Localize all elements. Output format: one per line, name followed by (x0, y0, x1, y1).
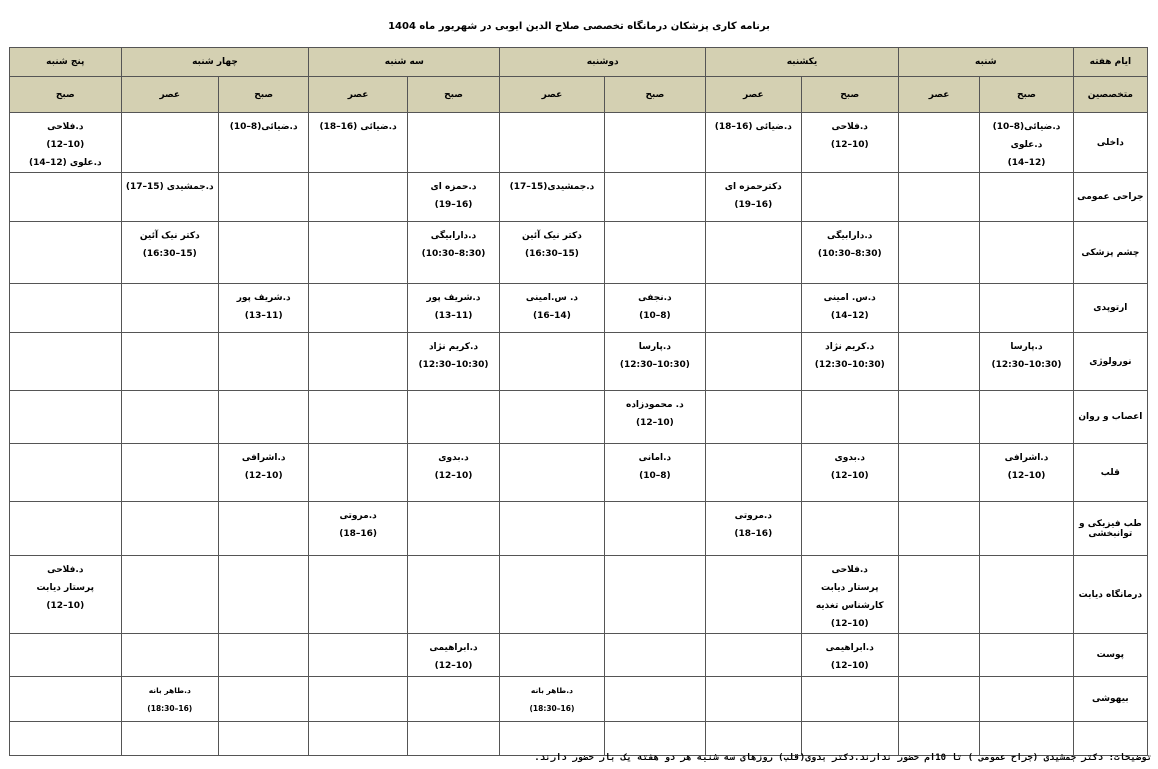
day-header: یکشنبه (706, 48, 899, 77)
table-row (10, 677, 1148, 722)
specialty-label: پوست (1073, 634, 1147, 677)
schedule-cell (898, 556, 979, 634)
specialty-label (1073, 722, 1147, 756)
shift-evening: عصر (898, 77, 979, 113)
schedule-cell: دکترحمزه ای (16–19) (706, 173, 801, 222)
schedule-cell (980, 391, 1073, 444)
schedule-cell (898, 677, 979, 722)
schedule-cell (407, 502, 499, 556)
schedule-cell: د.جمشیدی (15–17) (121, 173, 218, 222)
schedule-cell: د.ابراهیمی (10–12) (801, 634, 898, 677)
table-row (10, 113, 1148, 173)
schedule-cell (309, 391, 407, 444)
days-label: ایام هفته (1073, 48, 1147, 77)
schedule-cell (980, 722, 1073, 756)
schedule-cell (10, 391, 122, 444)
schedule-cell (980, 284, 1073, 333)
schedule-cell: د.فلاحی پرستار دیابت کارشناس تغذیه (10–12) (801, 556, 898, 634)
schedule-cell (500, 634, 604, 677)
schedule-cell (500, 333, 604, 391)
schedule-cell: د.شریف پور (11–13) (218, 284, 308, 333)
schedule-cell: د.امانی (8–10) (604, 444, 705, 502)
schedule-cell (10, 222, 122, 284)
schedule-cell: د.ابراهیمی (10–12) (407, 634, 499, 677)
schedule-cell (801, 677, 898, 722)
schedule-cell (500, 556, 604, 634)
schedule-cell (121, 444, 218, 502)
schedule-cell (218, 677, 308, 722)
schedule-cell (604, 677, 705, 722)
schedule-cell (706, 391, 801, 444)
schedule-cell: دکتر نیک آئین (15–16:30) (121, 222, 218, 284)
schedule-cell (500, 722, 604, 756)
shift-evening: عصر (309, 77, 407, 113)
schedule-cell (898, 284, 979, 333)
schedule-cell (10, 284, 122, 333)
schedule-cell: د.طاهر بانه (16–18:30) (500, 677, 604, 722)
footnote: توضیحات: دکتر جمشیدی (جراح عمومی ) تا 10ام حضور ندارند.دکتر بدوی(قلب) روزهای سه شنبه هر دو هفته یک بار حضور دارند. (534, 753, 1152, 763)
schedule-cell (309, 556, 407, 634)
schedule-cell (604, 556, 705, 634)
schedule-cell: د.نجفی (8–10) (604, 284, 705, 333)
schedule-cell: د.فلاحی (10–12) (801, 113, 898, 173)
schedule-cell: د.دارابیگی (8:30–10:30) (407, 222, 499, 284)
schedule-cell (898, 444, 979, 502)
shift-morning: صبح (10, 77, 122, 113)
schedule-cell (706, 333, 801, 391)
schedule-cell (980, 173, 1073, 222)
schedule-cell: د. محمودزاده (10–12) (604, 391, 705, 444)
shift-morning: صبح (801, 77, 898, 113)
specialty-label: جراحی عمومی (1073, 173, 1147, 222)
schedule-cell (10, 677, 122, 722)
schedule-cell: د.فلاحی پرستار دیابت (10–12) (10, 556, 122, 634)
schedule-cell (898, 502, 979, 556)
shift-morning: صبح (604, 77, 705, 113)
schedule-cell: د.ضیائی(8–10) (218, 113, 308, 173)
schedule-cell (801, 391, 898, 444)
schedule-cell (10, 634, 122, 677)
schedule-cell (218, 634, 308, 677)
table-row (10, 391, 1148, 444)
schedule-cell (706, 444, 801, 502)
shift-morning: صبح (407, 77, 499, 113)
schedule-cell (309, 333, 407, 391)
schedule-cell (407, 113, 499, 173)
schedule-cell (604, 113, 705, 173)
specialists-label: متخصصین (1073, 77, 1147, 113)
table-row (10, 173, 1148, 222)
schedule-cell (980, 556, 1073, 634)
schedule-cell (218, 222, 308, 284)
schedule-cell (309, 173, 407, 222)
specialty-label: قلب (1073, 444, 1147, 502)
schedule-cell: د.کریم نژاد (10:30–12:30) (407, 333, 499, 391)
schedule-cell: دکتر نیک آئین (15–16:30) (500, 222, 604, 284)
schedule-cell (706, 677, 801, 722)
schedule-cell: د.جمشیدی(15–17) (500, 173, 604, 222)
schedule-cell (10, 444, 122, 502)
schedule-cell (407, 677, 499, 722)
schedule-cell (218, 722, 308, 756)
table-row (10, 556, 1148, 634)
schedule-cell (898, 173, 979, 222)
schedule-cell: د.کریم نژاد (10:30–12:30) (801, 333, 898, 391)
schedule-cell (121, 333, 218, 391)
specialty-label: اعصاب و روان (1073, 391, 1147, 444)
schedule-cell (407, 556, 499, 634)
schedule-cell: د.بدوی (10–12) (801, 444, 898, 502)
schedule-cell (500, 391, 604, 444)
schedule-cell: د.طاهر بانه (16–18:30) (121, 677, 218, 722)
schedule-cell (500, 502, 604, 556)
shift-morning: صبح (980, 77, 1073, 113)
day-header: چهار شنبه (121, 48, 309, 77)
specialty-label: نورولوژی (1073, 333, 1147, 391)
shift-morning: صبح (218, 77, 308, 113)
schedule-cell (309, 222, 407, 284)
schedule-cell (309, 677, 407, 722)
specialty-label: بیهوشی (1073, 677, 1147, 722)
schedule-cell (706, 722, 801, 756)
schedule-cell (898, 113, 979, 173)
schedule-cell (10, 173, 122, 222)
schedule-cell (309, 634, 407, 677)
schedule-cell (706, 222, 801, 284)
table-row (10, 333, 1148, 391)
page-title: برنامه کاری پزشکان درمانگاه تخصصی صلاح الدین ایوبی در شهریور ماه 1404 (388, 21, 770, 32)
schedule-cell (121, 556, 218, 634)
schedule-cell (121, 634, 218, 677)
schedule-cell: د.مروتی (16–18) (309, 502, 407, 556)
schedule-cell: د.فلاحی (10–12) د.علوی (12–14) (10, 113, 122, 173)
day-header: دوشنبه (500, 48, 706, 77)
specialty-label: داخلی (1073, 113, 1147, 173)
table-row (10, 722, 1148, 756)
schedule-cell (604, 634, 705, 677)
schedule-cell (309, 284, 407, 333)
schedule-cell (706, 634, 801, 677)
schedule-cell (801, 722, 898, 756)
schedule-cell (604, 173, 705, 222)
schedule-cell: د.اشرافی (10–12) (980, 444, 1073, 502)
schedule-cell (121, 391, 218, 444)
specialty-label: درمانگاه دیابت (1073, 556, 1147, 634)
schedule-cell (309, 444, 407, 502)
schedule-cell (898, 722, 979, 756)
day-header: پنج شنبه (10, 48, 122, 77)
schedule-cell (898, 333, 979, 391)
schedule-cell (801, 502, 898, 556)
schedule-cell (121, 502, 218, 556)
shift-evening: عصر (121, 77, 218, 113)
schedule-cell (898, 222, 979, 284)
schedule-cell (10, 502, 122, 556)
schedule-cell (500, 113, 604, 173)
schedule-body (10, 113, 1148, 756)
schedule-cell: د.پارسا (10:30–12:30) (980, 333, 1073, 391)
schedule-cell (218, 556, 308, 634)
schedule-cell: د. س.امینی (14–16) (500, 284, 604, 333)
schedule-cell (898, 391, 979, 444)
table-row (10, 284, 1148, 333)
schedule-cell (706, 284, 801, 333)
schedule-cell: د.ضیائی (16–18) (309, 113, 407, 173)
table-row (10, 634, 1148, 677)
table-row (10, 222, 1148, 284)
schedule-cell (604, 722, 705, 756)
schedule-cell (121, 722, 218, 756)
schedule-cell: د.مروتی (16–18) (706, 502, 801, 556)
schedule-cell (10, 333, 122, 391)
schedule-cell (980, 502, 1073, 556)
schedule-cell (218, 391, 308, 444)
schedule-cell (121, 113, 218, 173)
schedule-cell (706, 556, 801, 634)
schedule-cell: د.پارسا (10:30–12:30) (604, 333, 705, 391)
specialty-label: چشم پزشکی (1073, 222, 1147, 284)
schedule-cell (980, 677, 1073, 722)
schedule-cell (604, 222, 705, 284)
schedule-cell (980, 634, 1073, 677)
table-row (10, 502, 1148, 556)
specialty-label: ارتوپدی (1073, 284, 1147, 333)
schedule-cell (500, 444, 604, 502)
table-row (10, 444, 1148, 502)
schedule-cell: د.حمزه ای (16–19) (407, 173, 499, 222)
day-header: شنبه (898, 48, 1073, 77)
schedule-cell (10, 722, 122, 756)
schedule-cell (218, 173, 308, 222)
specialty-label: طب فیزیکی و توانبخشی (1073, 502, 1147, 556)
schedule-cell: د.اشرافی (10–12) (218, 444, 308, 502)
schedule-cell (218, 333, 308, 391)
shift-header-row (10, 77, 1148, 113)
schedule-cell (801, 173, 898, 222)
day-header: سه شنبه (309, 48, 500, 77)
schedule-cell: د.دارابیگی (8:30–10:30) (801, 222, 898, 284)
schedule-cell (407, 722, 499, 756)
schedule-cell: د.بدوی (10–12) (407, 444, 499, 502)
days-header-row (10, 48, 1148, 77)
schedule-cell (121, 284, 218, 333)
schedule-cell (407, 391, 499, 444)
schedule-cell: د.س. امینی (12–14) (801, 284, 898, 333)
schedule-cell: د.ضیائی(8–10) د.علوی (12–14) (980, 113, 1073, 173)
schedule-cell (980, 222, 1073, 284)
shift-evening: عصر (706, 77, 801, 113)
schedule-cell: د.ضیائی (16–18) (706, 113, 801, 173)
schedule-cell (898, 634, 979, 677)
schedule-cell: د.شریف پور (11–13) (407, 284, 499, 333)
schedule-cell (218, 502, 308, 556)
schedule-table (9, 47, 1148, 756)
schedule-cell (309, 722, 407, 756)
shift-evening: عصر (500, 77, 604, 113)
schedule-cell (604, 502, 705, 556)
